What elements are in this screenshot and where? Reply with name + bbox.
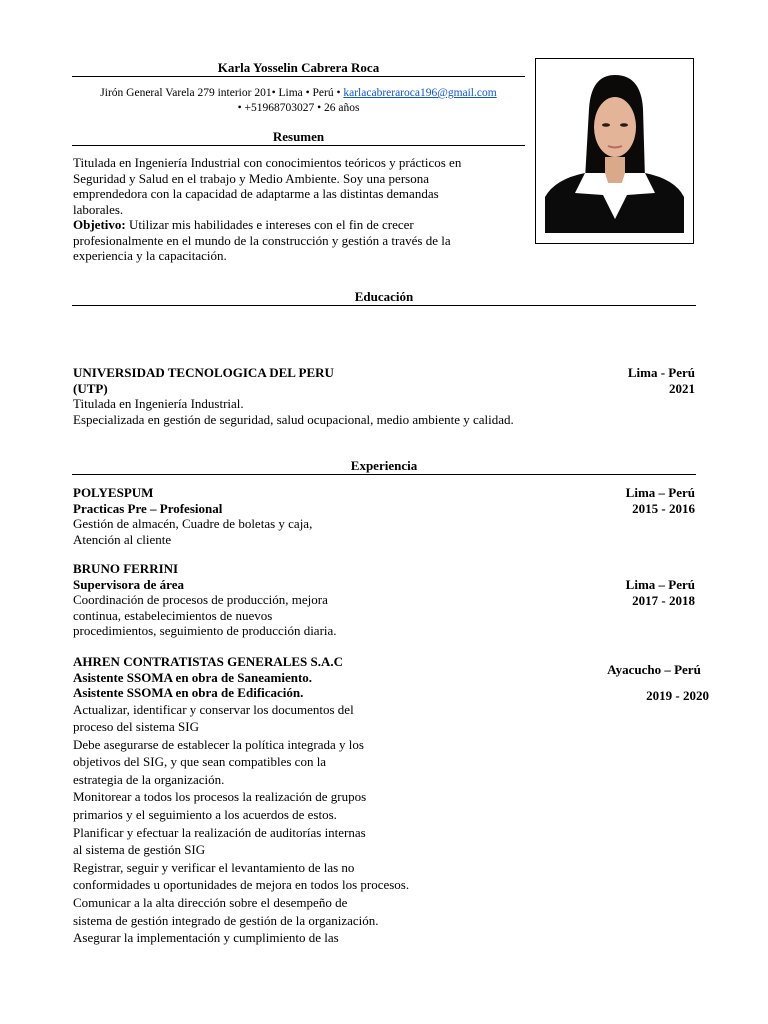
education-details <box>73 396 673 427</box>
resumen-line: Seguridad y Salud en el trabajo y Medio Ambiente. Soy una persona <box>73 170 429 186</box>
objetivo-line: experiencia y la capacitación. <box>73 248 227 263</box>
job-desc-line: Comunicar a la alta dirección sobre el desempeño de <box>73 895 348 911</box>
objetivo-line: profesionalmente en el mundo de la construcción y gestión a través de la <box>73 232 451 248</box>
job-desc-line: Debe asegurarse de establecer la política integrada y los <box>73 736 364 752</box>
job-location: Lima – Perú <box>625 485 695 500</box>
resumen-divider <box>72 145 525 146</box>
candidate-name: Karla Yosselin Cabrera Roca <box>217 60 380 75</box>
education-institution <box>73 365 473 396</box>
job-desc-line: conformidades u oportunidades de mejora en todos los procesos. <box>73 877 410 893</box>
job-desc-line: objetivos del SIG, y que sean compatibles con la <box>73 754 327 770</box>
job-desc-line: Gestión de almacén, Cuadre de boletas y caja, <box>73 516 313 531</box>
job-entry-ahren <box>73 654 533 947</box>
job-meta-polyespum <box>560 485 695 516</box>
educacion-divider <box>72 305 696 306</box>
job-desc-line: continua, estabelecimientos de nuevos <box>73 607 273 623</box>
job-desc-line: Registrar, seguir y verificar el levantamiento de las no <box>73 859 355 875</box>
education-meta <box>560 365 695 396</box>
resumen-line: laborales. <box>73 201 124 217</box>
job-desc-line: procedimientos, seguimiento de producción diaria. <box>73 623 337 638</box>
job-location: Ayacucho – Perú <box>607 662 701 677</box>
job-role-secondary: Asistente SSOMA en obra de Edificación. <box>73 685 304 700</box>
job-desc-line: sistema de gestión integrado de gestión de la organización. <box>73 912 379 928</box>
experiencia-divider <box>72 474 696 475</box>
job-dates: 2015 - 2016 <box>632 500 695 516</box>
job-desc-line: Planificar y efectuar la realización de auditorías internas <box>73 824 366 840</box>
job-entry-bruno-ferrini <box>73 561 493 639</box>
job-company: BRUNO FERRINI <box>73 561 179 576</box>
section-title-resumen: Resumen <box>272 129 325 144</box>
job-location: Lima – Perú <box>625 577 695 592</box>
job-desc-line: al sistema de gestión SIG <box>73 842 206 858</box>
resumen-body <box>73 155 533 264</box>
address-text: Jirón General Varela 279 interior 201• Lima • Perú • <box>100 87 344 99</box>
profile-photo <box>545 69 684 233</box>
job-company: AHREN CONTRATISTAS GENERALES S.A.C <box>73 654 344 669</box>
objetivo-text: Utilizar mis habilidades e intereses con el fin de crecer <box>125 217 414 232</box>
profile-photo-frame <box>535 58 694 244</box>
contact-line-2: • +51968703027 • 26 años <box>237 102 360 114</box>
institution-name: UNIVERSIDAD TECNOLOGICA DEL PERU <box>73 365 334 380</box>
job-dates: 2019 - 2020 <box>646 688 709 703</box>
job-desc-line: Coordinación de procesos de producción, mejora <box>73 592 328 607</box>
header-divider <box>72 76 525 77</box>
education-detail-line: Titulada en Ingeniería Industrial. <box>73 396 244 411</box>
job-desc-line: Asegurar la implementación y cumplimiento de las <box>73 930 339 946</box>
job-meta-bruno-ferrini <box>560 577 695 608</box>
job-desc-line: Monitorear a todos los procesos la realización de grupos <box>73 789 367 805</box>
contact-line-1 <box>72 86 525 100</box>
job-desc-line: Atención al cliente <box>73 531 172 547</box>
section-title-educacion: Educación <box>354 289 414 304</box>
objetivo-label: Objetivo: <box>73 217 126 232</box>
job-desc-line: primarios y el seguimiento a los acuerdos de estos. <box>73 807 337 823</box>
job-company: POLYESPUM <box>73 485 154 500</box>
job-role: Asistente SSOMA en obra de Saneamiento. <box>73 669 313 685</box>
job-role: Supervisora de área <box>73 576 184 592</box>
resumen-line: Titulada en Ingeniería Industrial con conocimientos teóricos y prácticos en <box>73 155 462 170</box>
institution-acronym: (UTP) <box>73 380 108 396</box>
email-link[interactable]: karlacabreraroca196@gmail.com <box>343 87 497 99</box>
education-detail-line: Especializada en gestión de seguridad, salud ocupacional, medio ambiente y calidad. <box>73 411 514 427</box>
job-role: Practicas Pre – Profesional <box>73 500 223 516</box>
job-entry-polyespum <box>73 485 493 547</box>
section-title-experiencia: Experiencia <box>350 458 418 473</box>
job-desc-line: Actualizar, identificar y conservar los documentos del <box>73 701 354 717</box>
education-year: 2021 <box>669 380 695 396</box>
resumen-line: emprendedora con la capacidad de adaptarme a las distintas demandas <box>73 186 439 201</box>
job-dates: 2017 - 2018 <box>632 592 695 608</box>
objetivo-line <box>73 217 533 233</box>
job-desc-line: estrategia de la organización. <box>73 771 225 787</box>
job-desc-line: proceso del sistema SIG <box>73 719 200 735</box>
education-location: Lima - Perú <box>627 365 695 380</box>
